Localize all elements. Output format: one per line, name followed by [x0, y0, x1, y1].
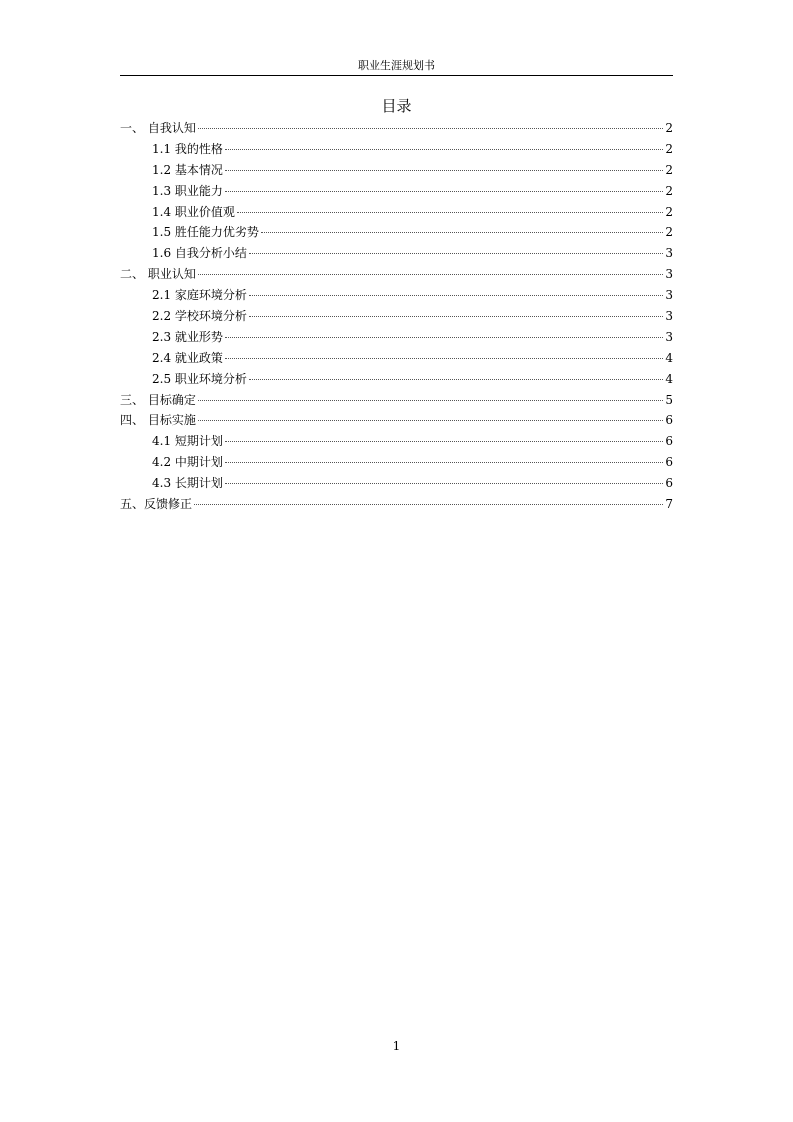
toc-entry-label: 2.1 家庭环境分析 [152, 288, 247, 303]
toc-entry[interactable] [120, 390, 673, 411]
page-header [120, 56, 673, 76]
toc-dot-leader [225, 191, 663, 192]
toc-title: 目录 [381, 97, 412, 115]
table-of-contents [120, 118, 673, 515]
toc-entry-label: 1.5 胜任能力优劣势 [152, 225, 259, 240]
toc-entry[interactable] [120, 473, 673, 494]
toc-entry-page: 2 [665, 121, 673, 135]
toc-entry-label: 1.3 职业能力 [152, 183, 223, 198]
toc-dot-leader [225, 441, 663, 442]
toc-entry-page: 2 [665, 225, 673, 240]
toc-entry-page: 4 [665, 350, 673, 365]
toc-entry[interactable] [120, 139, 673, 160]
toc-entry-page: 5 [665, 392, 673, 407]
toc-entry-label: 二、 职业认知 [120, 267, 196, 282]
toc-entry-label: 4.2 中期计划 [152, 455, 223, 470]
toc-entry[interactable] [120, 348, 673, 369]
toc-entry-label: 2.4 就业政策 [152, 350, 223, 365]
toc-entry-label: 2.5 职业环境分析 [152, 371, 247, 386]
toc-entry[interactable] [120, 494, 673, 515]
toc-entry-page: 3 [665, 267, 673, 282]
toc-entry[interactable] [120, 452, 673, 473]
toc-entry[interactable] [120, 181, 673, 202]
toc-dot-leader [237, 212, 663, 213]
toc-entry-page: 2 [665, 141, 673, 156]
toc-entry[interactable] [120, 264, 673, 285]
toc-entry-label: 四、 目标实施 [120, 413, 196, 428]
toc-entry[interactable] [120, 369, 673, 390]
toc-entry-label: 4.1 短期计划 [152, 434, 223, 449]
toc-entry[interactable] [120, 410, 673, 431]
toc-dot-leader [261, 232, 663, 233]
toc-entry[interactable] [120, 327, 673, 348]
toc-dot-leader [198, 274, 664, 275]
toc-entry-page: 3 [665, 329, 673, 344]
toc-dot-leader [249, 253, 663, 254]
toc-entry-page: 2 [665, 204, 673, 219]
toc-entry-label: 1.4 职业价值观 [152, 204, 235, 219]
toc-dot-leader [225, 149, 663, 150]
toc-entry-page: 6 [665, 413, 673, 428]
toc-entry-page: 2 [665, 162, 673, 177]
toc-entry-page: 6 [665, 455, 673, 470]
toc-entry[interactable] [120, 160, 673, 181]
toc-entry[interactable] [120, 118, 673, 139]
toc-dot-leader [225, 358, 663, 359]
toc-entry-page: 3 [665, 288, 673, 303]
header-title: 职业生涯规划书 [358, 59, 435, 72]
page-number: 1 [392, 1039, 401, 1053]
toc-entry-page: 4 [665, 371, 673, 386]
toc-entry[interactable] [120, 202, 673, 223]
toc-dot-leader [225, 337, 663, 338]
toc-dot-leader [225, 462, 663, 463]
toc-entry-label: 2.2 学校环境分析 [152, 309, 247, 324]
toc-dot-leader [249, 316, 663, 317]
toc-entry-page: 6 [665, 476, 673, 491]
toc-entry-label: 1.2 基本情况 [152, 162, 223, 177]
toc-entry[interactable] [120, 285, 673, 306]
toc-entry-page: 3 [665, 309, 673, 324]
toc-entry-label: 五、反馈修正 [120, 497, 193, 512]
toc-dot-leader [225, 483, 663, 484]
toc-entry-page: 6 [665, 434, 673, 449]
toc-entry-label: 2.3 就业形势 [152, 329, 223, 344]
toc-entry[interactable] [120, 243, 673, 264]
toc-dot-leader [198, 420, 664, 421]
toc-dot-leader [194, 504, 663, 505]
toc-dot-leader [249, 295, 663, 296]
toc-entry-label: 1.6 自我分析小结 [152, 246, 247, 261]
toc-entry-label: 1.1 我的性格 [152, 141, 223, 156]
toc-entry[interactable] [120, 306, 673, 327]
toc-dot-leader [249, 379, 663, 380]
toc-dot-leader [225, 170, 663, 171]
toc-entry-page: 3 [665, 246, 673, 261]
toc-entry-page: 2 [665, 183, 673, 198]
toc-entry[interactable] [120, 222, 673, 243]
toc-entry-label: 三、 目标确定 [120, 392, 196, 407]
toc-entry-label: 4.3 长期计划 [152, 476, 223, 491]
toc-entry-page: 7 [665, 497, 673, 512]
toc-entry-label: 一、 自我认知 [120, 121, 196, 135]
toc-entry[interactable] [120, 431, 673, 452]
toc-dot-leader [198, 400, 664, 401]
toc-dot-leader [198, 128, 664, 129]
